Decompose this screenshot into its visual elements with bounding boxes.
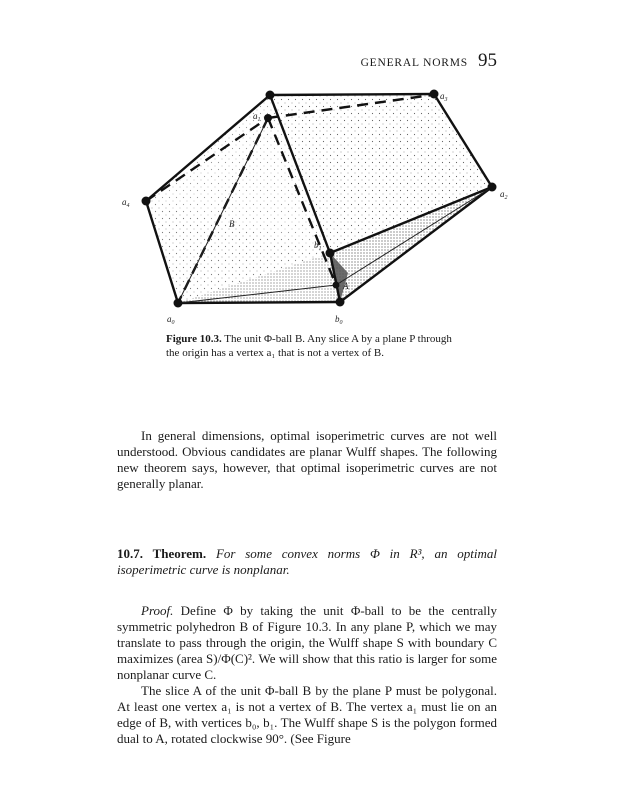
proof-paragraph [117, 603, 497, 683]
caption-text: The unit Φ-ball B. Any slice A by a plane P through the origin has a vertex a₁ that is not a vertex of B. [166, 333, 452, 359]
label-a3: $a_3$ [440, 91, 448, 103]
theorem [117, 546, 497, 578]
polyhedron-faces [146, 94, 492, 303]
label-a2: $a_2$ [500, 189, 508, 201]
label-a1: $a_1$ [253, 111, 261, 123]
figure-polyhedron [0, 0, 617, 330]
proof-continued: The slice A of the unit Φ-ball B by the plane P must be polygonal. At least one vertex a₁ is not a vertex of B. The vertex a₁ must lie on an edge of B, with vertices b₀, b₁. The Wulff shape S is the polygon formed dual to A, rotated clockwise 90°. (See Figure [117, 683, 497, 746]
figure-caption [166, 333, 466, 360]
label-B: B [229, 219, 235, 229]
proof-text: Define Φ by taking the unit Φ-ball to be the centrally symmetric polyhedron B of Figure 10.3. In any plane P, which we may translate to pass through the origin, the Wulff shape S with boundary C maximizes (area S)/Φ(C)². We will show that this ratio is larger for some nonplanar curve C. [117, 603, 497, 682]
label-a4: $a_4$ [122, 197, 130, 209]
label-a0: $a_0$ [167, 314, 175, 326]
proof-label: Proof. [141, 603, 174, 618]
label-A: A [343, 281, 349, 291]
running-head: GENERAL NORMS [360, 57, 468, 69]
page-number: 95 [478, 50, 497, 71]
paragraph-intro: In general dimensions, optimal isoperimetric curves are not well understood. Obvious candidates are planar Wulff shapes. The following new theorem says, however, that optimal isoperimetric curves are not generally planar. [117, 428, 497, 491]
theorem-label: 10.7. Theorem. [117, 546, 207, 561]
label-b1: $b_1$ [314, 240, 322, 252]
theorem-text: For some convex norms Φ in R³, an optimal isoperimetric curve is nonplanar. [117, 546, 497, 577]
label-b0: $b_0$ [335, 314, 343, 326]
caption-label: Figure 10.3. [166, 333, 222, 345]
